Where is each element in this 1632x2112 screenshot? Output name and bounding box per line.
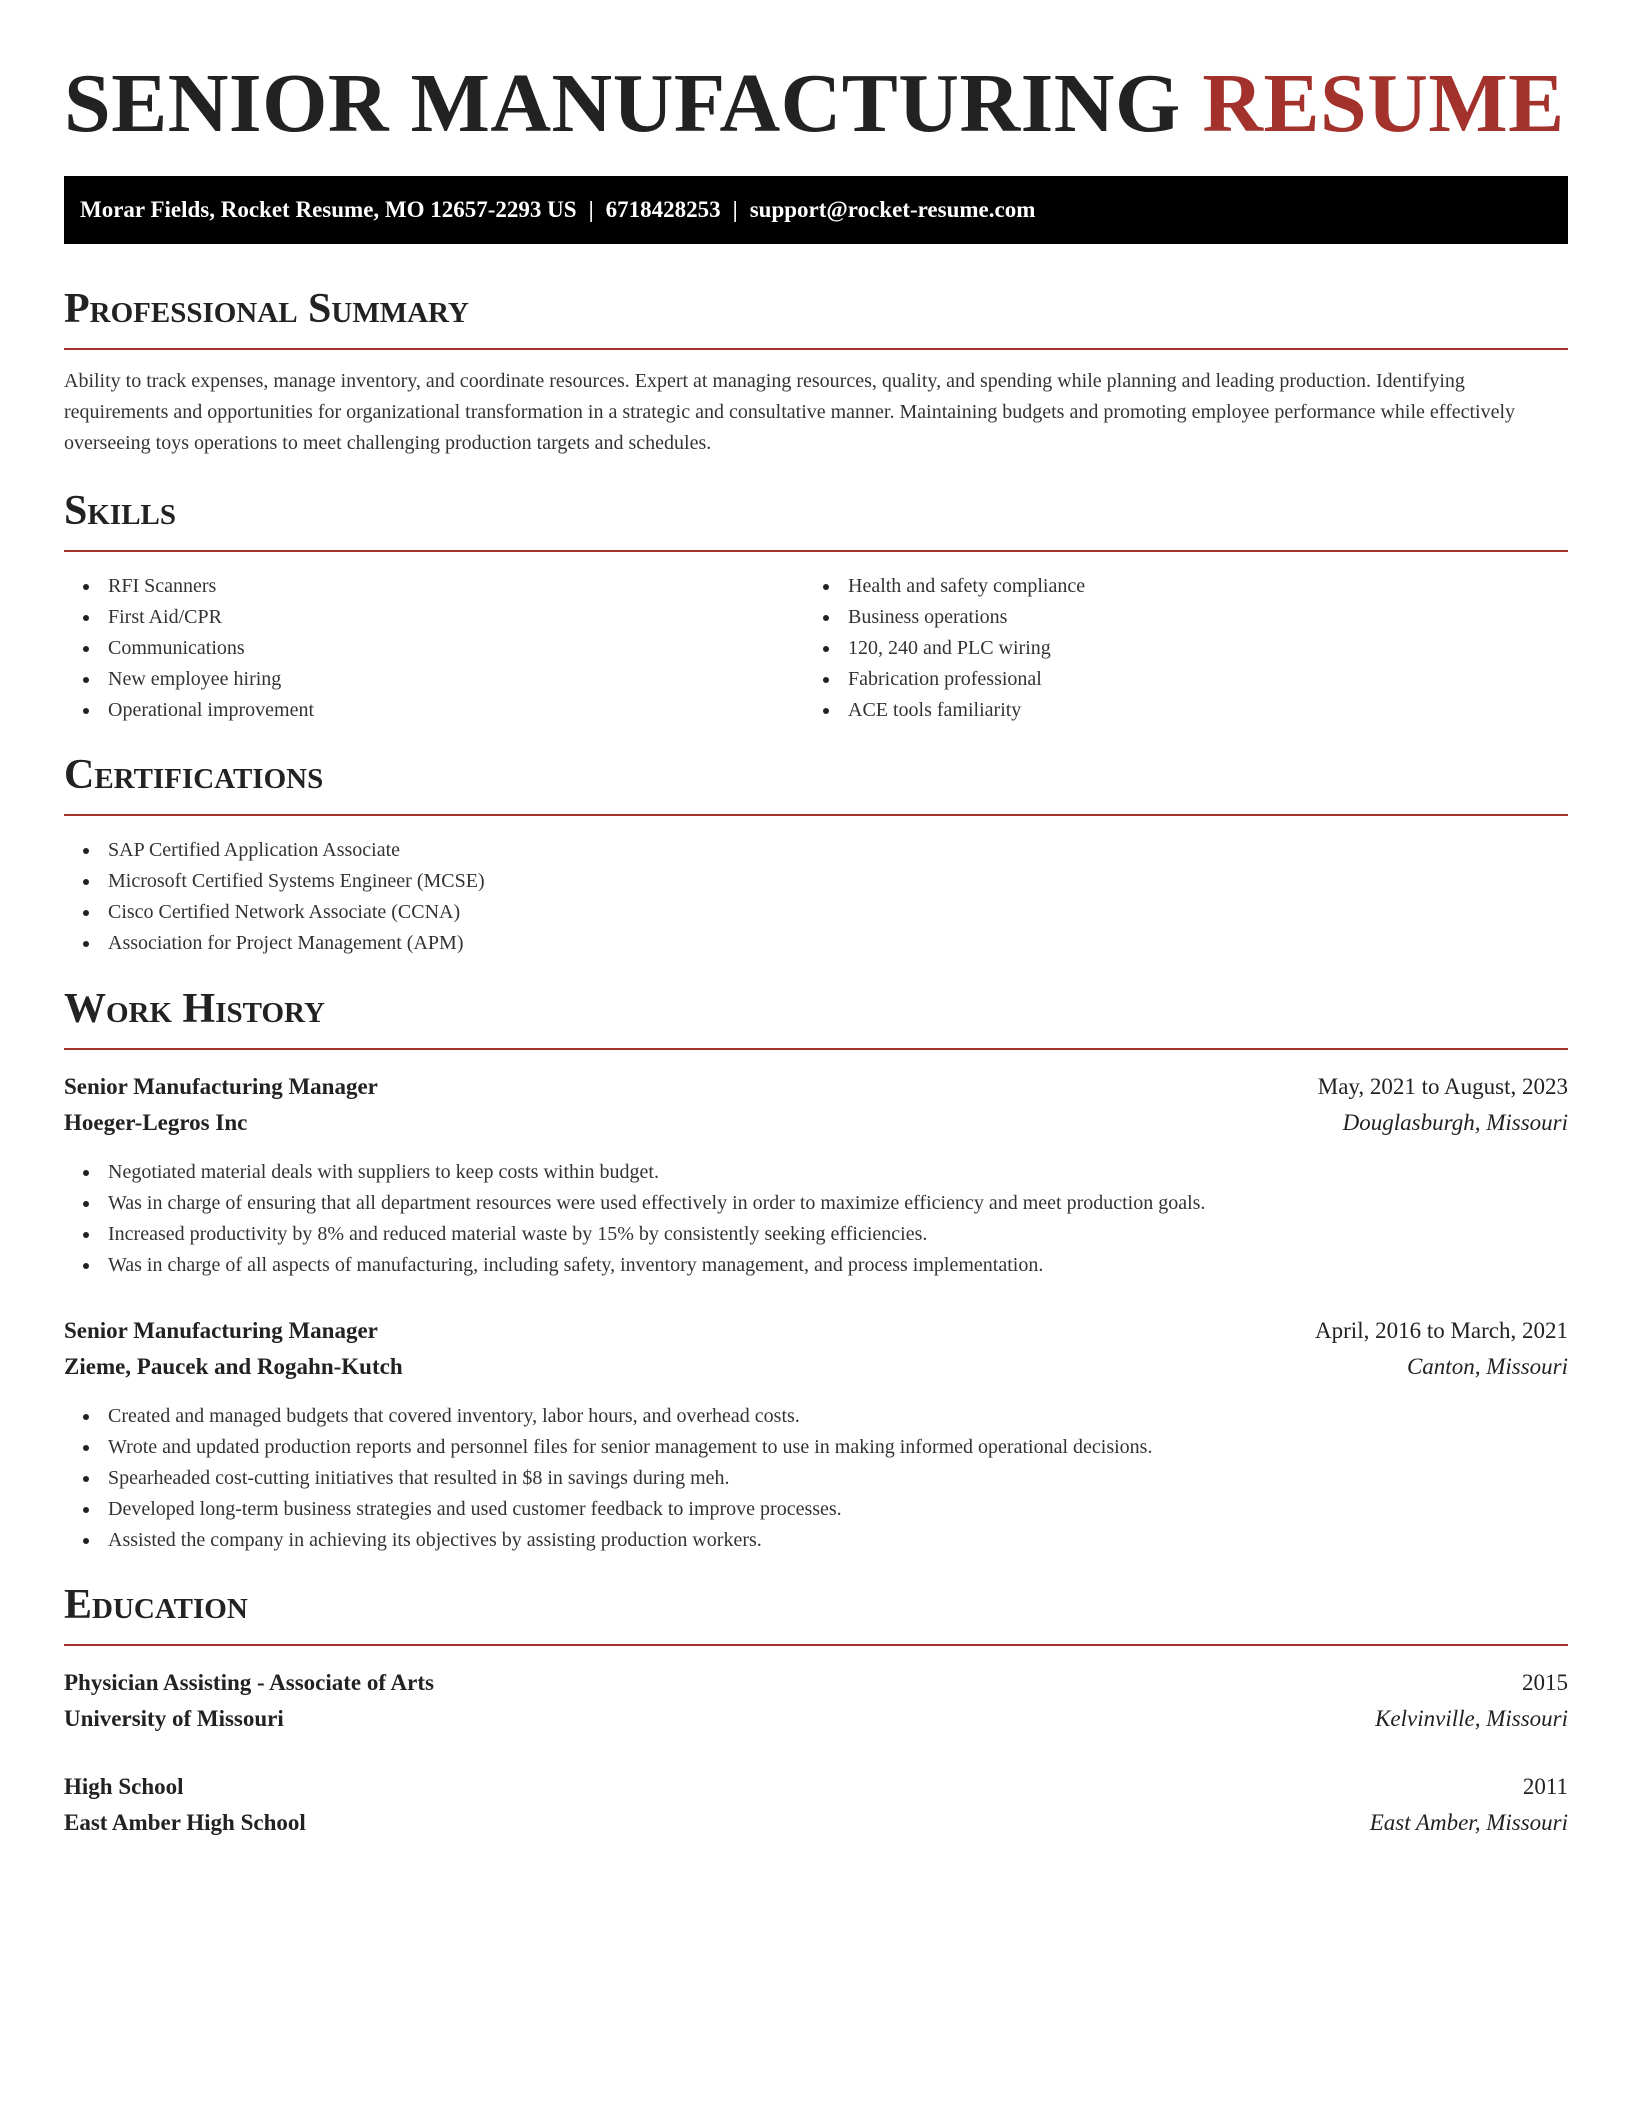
contact-separator: | [588,197,594,222]
skill-item: New employee hiring [64,664,314,695]
job-bullet: Increased productivity by 8% and reduced material waste by 15% by consistently seeking efficiencies. [64,1219,1205,1250]
summary-heading: Professional Summary [64,286,469,332]
job-bullet: Developed long-term business strategies and used customer feedback to improve processes. [64,1494,1152,1525]
job-dates: May, 2021 to August, 2023 [1317,1074,1568,1099]
education-school: East Amber High School [64,1810,306,1835]
certifications-list [64,835,485,959]
education-degree: High School [64,1774,184,1799]
contact-address: Morar Fields, Rocket Resume, MO 12657-2293 US [80,197,577,222]
skill-item: 120, 240 and PLC wiring [804,633,1085,664]
job-bullets [64,1157,1205,1281]
section-divider [64,550,1568,552]
education-year: 2011 [1522,1774,1568,1799]
skill-item: Communications [64,633,314,664]
skills-list-left [64,571,314,726]
job-bullet: Negotiated material deals with suppliers to keep costs within budget. [64,1157,1205,1188]
job-company-row [64,1350,1568,1384]
certification-item: Microsoft Certified Systems Engineer (MCSE) [64,866,485,897]
education-school-row [64,1702,1568,1736]
job-header [64,1070,1568,1104]
education-header [64,1666,1568,1700]
job-company-row [64,1106,1568,1140]
contact-phone: 6718428253 [605,197,721,222]
skills-heading: Skills [64,488,177,534]
job-title: Senior Manufacturing Manager [64,1074,378,1099]
education-location: Kelvinville, Missouri [1375,1706,1568,1731]
job-company: Zieme, Paucek and Rogahn-Kutch [64,1354,403,1379]
title-accent: RESUME [1202,57,1565,150]
job-bullets [64,1401,1152,1556]
section-divider [64,814,1568,816]
job-location: Canton, Missouri [1406,1354,1568,1379]
job-bullet: Was in charge of all aspects of manufacturing, including safety, inventory management, and process implementation. [64,1250,1205,1281]
skill-item: Health and safety compliance [804,571,1085,602]
job-bullet: Created and managed budgets that covered inventory, labor hours, and overhead costs. [64,1401,1152,1432]
section-divider [64,1048,1568,1050]
skill-item: Business operations [804,602,1085,633]
job-title: Senior Manufacturing Manager [64,1318,378,1343]
education-location: East Amber, Missouri [1369,1810,1568,1835]
title-main: SENIOR MANUFACTURING [64,57,1181,150]
skill-item: Operational improvement [64,695,314,726]
section-divider [64,348,1568,350]
job-company: Hoeger-Legros Inc [64,1110,248,1135]
work-history-heading: Work History [64,986,325,1032]
skills-list-right [804,571,1085,726]
job-bullet: Wrote and updated production reports and personnel files for senior management to use in making informed operational decisions. [64,1432,1152,1463]
summary-text: Ability to track expenses, manage inventory, and coordinate resources. Expert at managing resources, quality, and spending while planning and leading production. Identifying requirements and opportunities for organizational transformation in a strategic and consultative manner. Maintaining budgets and promoting employee performance while effectively overseeing toys operations to meet challenging production targets and schedules. [64,370,1516,454]
education-school: University of Missouri [64,1706,284,1731]
skill-item: First Aid/CPR [64,602,314,633]
job-bullet: Assisted the company in achieving its objectives by assisting production workers. [64,1525,1152,1556]
certification-item: Association for Project Management (APM) [64,928,485,959]
job-header [64,1314,1568,1348]
job-dates: April, 2016 to March, 2021 [1315,1318,1568,1343]
job-bullet: Spearheaded cost-cutting initiatives that resulted in $8 in savings during meh. [64,1463,1152,1494]
contact-email[interactable]: support@rocket-resume.com [749,197,1036,222]
education-heading: Education [64,1582,248,1628]
resume-title [64,54,1565,154]
skill-item: ACE tools familiarity [804,695,1085,726]
education-header [64,1770,1568,1804]
certifications-heading: Certifications [64,752,324,798]
skill-item: Fabrication professional [804,664,1085,695]
education-year: 2015 [1522,1670,1568,1695]
skill-item: RFI Scanners [64,571,314,602]
contact-bar [64,176,1568,244]
job-location: Douglasburgh, Missouri [1342,1110,1568,1135]
section-divider [64,1644,1568,1646]
certification-item: Cisco Certified Network Associate (CCNA) [64,897,485,928]
education-degree: Physician Assisting - Associate of Arts [64,1670,434,1695]
education-school-row [64,1806,1568,1840]
job-bullet: Was in charge of ensuring that all department resources were used effectively in order to maximize efficiency and meet production goals. [64,1188,1205,1219]
certification-item: SAP Certified Application Associate [64,835,485,866]
contact-separator: | [732,197,738,222]
